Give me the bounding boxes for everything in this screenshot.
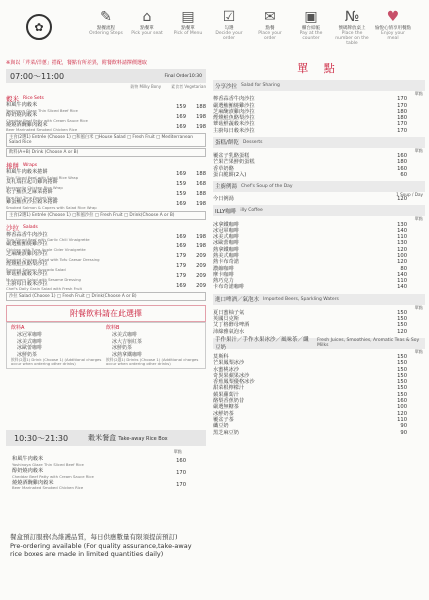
item-price: 150 — [397, 366, 407, 373]
item-name: 和風牛肉穀米 — [6, 102, 38, 108]
item-price-set: 209 — [196, 262, 206, 269]
item-price-set: 188 — [196, 190, 206, 197]
item-price: 170 — [397, 102, 407, 109]
menu-item[interactable] — [213, 399, 425, 405]
item-name: 濃縮咖啡 — [213, 265, 234, 272]
step-label-en: Decide your order — [215, 31, 243, 41]
drink-choice-grid — [6, 322, 206, 369]
item-price-single: 159 — [176, 190, 186, 197]
item-name: 夏日蜜柚子氣 — [213, 309, 245, 316]
drink-note-b: 飲料(2選1) Drinks (Choose 1) (Additional charges occur when ordering other drinks) — [106, 357, 199, 367]
menu-item[interactable] — [213, 241, 425, 247]
section-wraps — [6, 160, 206, 219]
pay-icon: ▣ — [304, 9, 318, 25]
menu-item[interactable] — [213, 411, 425, 417]
item-name: 嚴選鮪鮪燒雞沙拉 — [6, 241, 48, 248]
menu-item[interactable] — [213, 361, 425, 367]
step-label-en: Place the number on the table — [335, 31, 369, 46]
item-name: 今日例湯 — [213, 196, 234, 203]
item-price: 120 — [397, 196, 407, 203]
section-title-en: Desserts — [242, 139, 263, 145]
drink-note-a: 飲料(2選1) Drink (Choose 1) (Additional charges occur when ordering other drinks) — [11, 357, 102, 367]
item-price: 160 — [397, 153, 407, 160]
menu-item[interactable] — [213, 323, 425, 329]
right-section-beer — [213, 294, 425, 305]
pen-icon: ✎ — [100, 9, 112, 25]
item-name-en: Mozzarella Chicken Rice Wrap — [6, 184, 63, 190]
item-name: 煙燻鮭魚酪梨沙拉 — [213, 115, 255, 122]
menu-item[interactable] — [213, 160, 425, 166]
item-name: 醇奶燒肉穀米 — [12, 467, 44, 474]
takeaway-time: 10:30～21:30 — [14, 433, 69, 443]
menu-item[interactable] — [213, 273, 425, 279]
item-name: 主廚每日穀米沙拉 — [6, 280, 48, 287]
step-label: 愉悅心情享用餐點 — [375, 26, 411, 31]
item-price-single: 169 — [176, 243, 186, 250]
section-title-en: Salad for Sharing — [241, 83, 280, 88]
price-header: 單點 — [414, 147, 423, 153]
item-name-en: Smoked Salmon & Capers with Salad Rice Wrap — [6, 204, 97, 210]
item-price: 150 — [397, 316, 407, 323]
item-name: 莫札瑞拉起司雞肉捲餅 — [6, 179, 58, 186]
drink-col-a: 飲料A — [11, 325, 25, 332]
right-section-dessert — [213, 137, 425, 148]
morning-time: 07:00～11:00 — [10, 71, 65, 81]
drink-col-b: 飲料B — [106, 325, 120, 332]
item-price: 130 — [397, 240, 407, 247]
item-price-single: 179 — [176, 253, 186, 260]
final-order: Final Order10:30 — [164, 73, 202, 79]
item-price: 180 — [397, 108, 407, 115]
drink-option-a[interactable]: 冰歐蕾咖啡 — [17, 345, 43, 352]
item-price: 160 — [397, 398, 407, 405]
item-name-en: Chef's Daily Grain Salad with Fresh Fruit — [6, 286, 83, 292]
item-name: 煙燻鮭魚酪梨沙拉 — [6, 260, 48, 267]
menu-item[interactable] — [213, 247, 425, 253]
item-price: 180 — [397, 115, 407, 122]
section-salads — [6, 223, 206, 302]
item-price: 140 — [397, 227, 407, 234]
item-name-wrap — [12, 457, 142, 467]
section-title-en: Chef's Soup of the Day — [241, 183, 293, 189]
menu-item[interactable] — [213, 235, 425, 241]
ordering-steps-header — [0, 0, 429, 62]
section-title-zh: 捲餅 — [6, 161, 19, 170]
item-price: 90 — [400, 429, 407, 436]
step-5 — [252, 8, 288, 41]
menu-item[interactable] — [213, 173, 425, 179]
set-options[interactable]: 主食(2選1) Entrée (Choose 1) □和風沙拉 □ Fresh Fruit □ Drink(Choose A or B) — [6, 211, 206, 220]
item-name: 芒果芒果鮮奶蛋糕 — [213, 159, 255, 166]
menu-item[interactable] — [6, 123, 206, 133]
item-name: 松子鮪魚芝麻菜捲餅 — [6, 188, 53, 195]
drink-option-a[interactable]: 冰鮮奶茶 — [17, 351, 38, 358]
item-price: 150 — [397, 309, 407, 316]
item-name-en: Yoshinoya Glaze Thin Sliced Beef Rice — [6, 107, 78, 113]
item-price: 170 — [397, 127, 407, 134]
drink-option-b[interactable]: 冰熱拿鐵咖啡 — [112, 351, 143, 358]
item-name: 主廚每日穀米沙拉 — [213, 127, 255, 134]
item-name-wrap — [6, 123, 166, 133]
item-name-en: Beer Marinated Smoked Chicken Rice — [6, 127, 78, 133]
item-price: 100 — [397, 253, 407, 259]
item-name-en: Smoked Salmon Avocado Salad — [6, 266, 66, 272]
item-name: 酪梨香蕉奶昔 — [213, 398, 245, 405]
item-name: 冰拿鐵咖啡 — [213, 221, 239, 228]
set-options[interactable]: 主食(2選1) Entrée (Choose 1) □和風白米 □House Salad □ Fresh Fruit □ Mediterranean Salad Rice — [6, 133, 206, 147]
price-header: 1 Soup / Day — [396, 191, 423, 197]
diet-b: 素食者 Vegetarian — [171, 84, 206, 89]
step-label-en: Ordering Steps — [89, 31, 123, 36]
menu-icon: ▤ — [181, 9, 195, 25]
item-name: 奇異果蘋果冰沙 — [213, 372, 250, 379]
price-header: 單點 — [414, 216, 423, 222]
takeaway-item[interactable] — [12, 481, 206, 491]
step-6 — [293, 8, 329, 41]
menu-item[interactable] — [213, 279, 425, 285]
item-price: 120 — [397, 259, 407, 266]
item-name: 燒燒酒醃雞肉穀米 — [12, 479, 54, 486]
item-name: 香蕉鳳梨優格冰沙 — [213, 379, 255, 386]
item-name: 覆盆子乳酪蛋糕 — [213, 153, 250, 160]
section-title-zh: 主廚例湯 — [215, 184, 238, 191]
item-price-single: 169 — [176, 113, 186, 120]
item-name: 醇奶燒肉穀米 — [6, 111, 38, 118]
step-3 — [170, 8, 206, 36]
step-4 — [211, 8, 247, 41]
item-name-wrap — [12, 469, 142, 479]
drink-option-a[interactable]: 冰美式咖啡 — [17, 338, 43, 345]
takeaway-item[interactable] — [12, 469, 206, 479]
item-name: 蕈菇鮮蔬穀米沙拉 — [6, 270, 48, 277]
drink-option[interactable]: 飲料(A+B) Drink (Choose A or B) — [6, 148, 206, 157]
item-price: 100 — [397, 404, 407, 411]
item-price-single: 169 — [176, 200, 186, 207]
item-price: 110 — [397, 278, 407, 285]
item-price: 170 — [397, 96, 407, 103]
item-name-en: Thin Sliced Beef with Salad Rice Wrap — [6, 175, 78, 181]
item-name: 覆盆子茶 — [213, 416, 234, 423]
item-name: 熱卡布奇諾 — [213, 259, 239, 266]
item-name: 冰歐蕾咖啡 — [213, 240, 239, 247]
item-name-en: Mushroom Salad with Sesame Dressing — [6, 276, 81, 282]
item-price-single: 169 — [176, 171, 186, 178]
item-price-single: 179 — [176, 262, 186, 269]
right-section-soup — [213, 181, 425, 192]
item-price: 150 — [397, 372, 407, 379]
item-price-set: 209 — [196, 253, 206, 260]
item-price: 170 — [176, 481, 186, 488]
menu-item[interactable] — [213, 424, 425, 430]
set-options[interactable]: 沙拉 Salad (Choose 1) □ Fresh Fruit □ Drink(Choose A or B) — [6, 292, 206, 301]
drink-option-a[interactable]: 冰冠軍咖啡 — [17, 331, 43, 338]
item-name: 燒燒酒醃雞肉穀米 — [6, 121, 48, 128]
item-price: 150 — [397, 385, 407, 392]
menu-item[interactable] — [6, 282, 206, 292]
menu-item[interactable] — [213, 355, 425, 361]
step-label: 點餐單 — [181, 26, 195, 31]
menu-item[interactable] — [213, 430, 425, 436]
item-price-set: 188 — [196, 171, 206, 178]
item-name-en: Beer Marinated Smoked Chicken Rice — [12, 485, 84, 491]
step-2 — [129, 8, 165, 36]
section-title-en: Salads — [23, 225, 38, 231]
takeaway-footnote — [10, 533, 202, 559]
section-title-zh: 分享沙拉 — [215, 83, 238, 90]
item-name: 檸香蒜香牛肉沙拉 — [6, 231, 48, 238]
footnote-zh: 餐盒預訂服務(為維護品質，每日供應數量有限須提前預訂) — [10, 533, 178, 541]
section-title-en: Wraps — [23, 162, 38, 168]
item-price: 110 — [397, 234, 407, 241]
item-price-single: 159 — [176, 181, 186, 188]
item-price: 120 — [397, 246, 407, 253]
check-icon: ☑ — [222, 9, 236, 25]
menu-item[interactable] — [213, 418, 425, 424]
item-price: 170 — [176, 469, 186, 476]
item-price: 150 — [397, 353, 407, 360]
drink-choice-title: 附餐飲料請在此選擇 — [6, 305, 206, 322]
item-name: 黑芝麻豆奶 — [213, 429, 239, 436]
menu-item[interactable] — [6, 200, 206, 210]
right-section-coffee — [213, 205, 425, 216]
drink-option-b[interactable]: 冰美式咖啡 — [112, 331, 138, 338]
item-price: 120 — [397, 410, 407, 417]
takeaway-bar — [6, 430, 206, 446]
item-name-en: Chicken with Tuna Apple Cider Vinaigrette — [6, 247, 86, 253]
item-name: 和風牛肉穀米 — [12, 456, 44, 462]
item-price-set: 188 — [196, 104, 206, 110]
item-name: 沛綠雅氣泡水 — [213, 328, 245, 335]
item-price-set: 198 — [196, 200, 206, 207]
drink-option-b[interactable]: 冰鮮奶茶 — [112, 345, 133, 352]
item-price: 80 — [400, 265, 407, 272]
item-price: 60 — [400, 171, 407, 178]
item-name: 蕈菇鮮蔬穀米沙拉 — [213, 121, 255, 128]
item-name-en: Pine Nut Tuna Rocket Wrap — [6, 194, 58, 200]
diet-a: 穀物 Milky Bony — [130, 84, 162, 89]
item-price-set: 198 — [196, 243, 206, 250]
item-price: 160 — [176, 458, 186, 464]
item-name: 英國貝克斯 — [213, 316, 239, 323]
item-price-set: 198 — [196, 233, 206, 240]
step-label-en: Pick your seat — [131, 31, 163, 36]
restaurant-logo: ✿ — [26, 14, 52, 40]
item-name: 水蜜桃冰沙 — [213, 366, 239, 373]
section-title-zh: 進口啤酒／氣泡水 — [215, 297, 260, 304]
item-name: 摩卡咖啡 — [213, 271, 234, 278]
item-name: 蘋果蘿蔔汁 — [213, 391, 239, 398]
item-name: 艾丁格酵母啤酒 — [213, 322, 250, 329]
item-price-set: 209 — [196, 272, 206, 279]
morning-bar — [6, 69, 206, 83]
item-price: 140 — [397, 271, 407, 278]
item-name: 蛋白脆餅(2入) — [213, 171, 247, 178]
item-price: 150 — [397, 379, 407, 386]
item-price: 180 — [397, 159, 407, 166]
step-label: 點餐單 — [140, 26, 154, 31]
item-price: 130 — [397, 221, 407, 228]
menu-item[interactable] — [213, 229, 425, 235]
step-1 — [88, 8, 124, 36]
item-name-en: Smoked Chicken Salad with Tofu Caesar Dressing — [6, 256, 100, 262]
item-price-single: 169 — [176, 282, 186, 289]
heart-icon: ♥ — [386, 9, 400, 25]
menu-item[interactable] — [213, 311, 425, 317]
menu-item[interactable] — [213, 380, 425, 386]
item-name: 冰鮮奶茶 — [213, 410, 234, 417]
step-label: 號碼牌放桌上 — [338, 26, 366, 31]
menu-item[interactable] — [213, 197, 425, 203]
order-icon: ✉ — [264, 9, 276, 25]
item-name-wrap — [6, 200, 166, 210]
number-icon: № — [344, 9, 360, 25]
step-8 — [375, 8, 411, 41]
section-title-en: Rice Sets — [23, 95, 44, 101]
item-price: 160 — [397, 165, 407, 172]
item-name: 冰美式咖啡 — [213, 234, 239, 241]
step-label-en: Place your order — [258, 31, 282, 41]
price-header: 單點 — [414, 348, 423, 354]
diet-legend — [6, 84, 206, 90]
item-name-en: Cheddar Beef Patty with Cream Sauce Rice — [6, 117, 88, 123]
step-label: 櫃台結帳 — [302, 26, 320, 31]
step-label-en: Pay at the counter — [299, 31, 323, 41]
section-title-zh: 穀米 — [6, 94, 19, 103]
item-name: 香草奶酪 — [213, 165, 234, 172]
item-name-wrap — [6, 282, 166, 292]
takeaway-title: 穀米餐盒 Take-away Rice Box — [88, 434, 168, 442]
item-name: 熱巧克力 — [213, 278, 234, 285]
item-name-en: Yoshinoya Glaze Thin Sliced Beef Rice — [12, 461, 84, 467]
menu-item[interactable] — [213, 222, 425, 228]
takeaway-item[interactable] — [12, 457, 206, 467]
item-name: 芝麻醃漬雞肉沙拉 — [6, 251, 48, 258]
item-name: 和風牛肉穀米捲餅 — [6, 169, 48, 176]
item-price-single: 169 — [176, 233, 186, 240]
item-name: 熱美式咖啡 — [213, 253, 239, 259]
item-price: 170 — [397, 121, 407, 128]
menu-item[interactable] — [213, 128, 425, 134]
item-price: 120 — [397, 328, 407, 335]
step-7 — [334, 8, 370, 46]
takeaway-price-hd: 單點 — [173, 449, 182, 454]
menu-item[interactable] — [213, 254, 425, 260]
section-title-en: Imported Beers, Sparkling Waters — [263, 296, 339, 302]
menu-item[interactable] — [213, 266, 425, 272]
item-price-set: 198 — [196, 123, 206, 130]
a-la-carte-title: 單 點 — [297, 62, 341, 75]
item-name: 卡布奇諾咖啡 — [213, 284, 245, 291]
item-price: 150 — [397, 391, 407, 398]
section-rice — [6, 93, 206, 157]
menu-item[interactable] — [213, 260, 425, 266]
item-name: 甜菜根檸檬汁 — [213, 385, 245, 392]
left-column — [6, 60, 206, 369]
section-title-zh: ILLY咖啡 — [215, 208, 237, 215]
section-title-zh: 蛋糕/餅乾 — [215, 140, 239, 147]
item-name: 莫斯科 — [213, 353, 229, 360]
item-name: 熱拿鐵咖啡 — [213, 246, 239, 253]
item-name: 纖豆奶 — [213, 423, 229, 430]
item-name: 嚴選鮪鮪燒雞沙拉 — [213, 102, 255, 109]
notice-text: ※與以「芹菜/洋蔥」搭配，餐點有所差異，附餐飲料請擇價選取 — [6, 60, 147, 66]
item-name-en: Cheddar Beef Patty with Cream Sauce Rice — [12, 473, 94, 479]
menu-item[interactable] — [213, 393, 425, 399]
section-title-zh: 手作果汁／手作水果冰沙／風味茶／纖豆奶 — [215, 337, 309, 352]
takeaway-section — [6, 430, 206, 490]
right-section-share — [213, 80, 425, 91]
item-name: 芒果鳳梨冰沙 — [213, 360, 245, 367]
drink-option-b[interactable]: 冰大吉嶺紅茶 — [112, 338, 143, 345]
item-price: 140 — [397, 284, 407, 291]
section-title-zh: 沙拉 — [6, 224, 19, 233]
item-price: 150 — [397, 360, 407, 367]
section-title-en: Fresh Juices, Smoothies, Aromatic Teas & Soy Milks — [317, 338, 420, 349]
footnote-en: Pre-ordering available (For quality assurance,take-away rice boxes are made in limited quantities daily) — [10, 541, 192, 558]
menu-item[interactable] — [213, 386, 425, 392]
item-price-single: 179 — [176, 272, 186, 279]
step-label-en: Pick of Menu — [173, 31, 203, 36]
section-title-en: illy Coffee — [240, 208, 263, 214]
item-price-single: 169 — [176, 123, 186, 130]
right-column — [213, 60, 425, 437]
seat-icon: ⌂ — [142, 9, 152, 25]
item-price-set: 198 — [196, 113, 206, 120]
step-label: 點餐 — [265, 26, 275, 31]
item-name-wrap — [12, 481, 142, 491]
item-price: 150 — [397, 322, 407, 329]
item-price-set: 209 — [196, 282, 206, 289]
step-label-en: Enjoy your meal — [381, 31, 405, 41]
price-header: 單點 — [414, 304, 423, 310]
item-name: 冰冠軍咖啡 — [213, 227, 239, 234]
item-name: 檸香蒜香牛肉沙拉 — [213, 96, 255, 103]
item-price-single: 159 — [176, 104, 186, 110]
item-price: 110 — [397, 416, 407, 423]
menu-item[interactable] — [213, 405, 425, 411]
item-name: 芝麻醃漬雞肉沙拉 — [213, 108, 255, 115]
step-label: 點餐流程 — [97, 26, 115, 31]
item-name: 嚴選無糖茶 — [213, 404, 239, 411]
item-name: 雞蛋鮪魚沙拉穀米捲餅 — [6, 198, 58, 205]
item-price: 90 — [400, 423, 407, 430]
item-name-en: Thin Sliced Beef with Garlic Chili Vinaigrette — [6, 237, 90, 243]
step-label: 勾選 — [224, 26, 234, 31]
item-price-set: 168 — [196, 181, 206, 188]
price-header: 單點 — [414, 91, 423, 96]
menu-item[interactable] — [213, 285, 425, 291]
